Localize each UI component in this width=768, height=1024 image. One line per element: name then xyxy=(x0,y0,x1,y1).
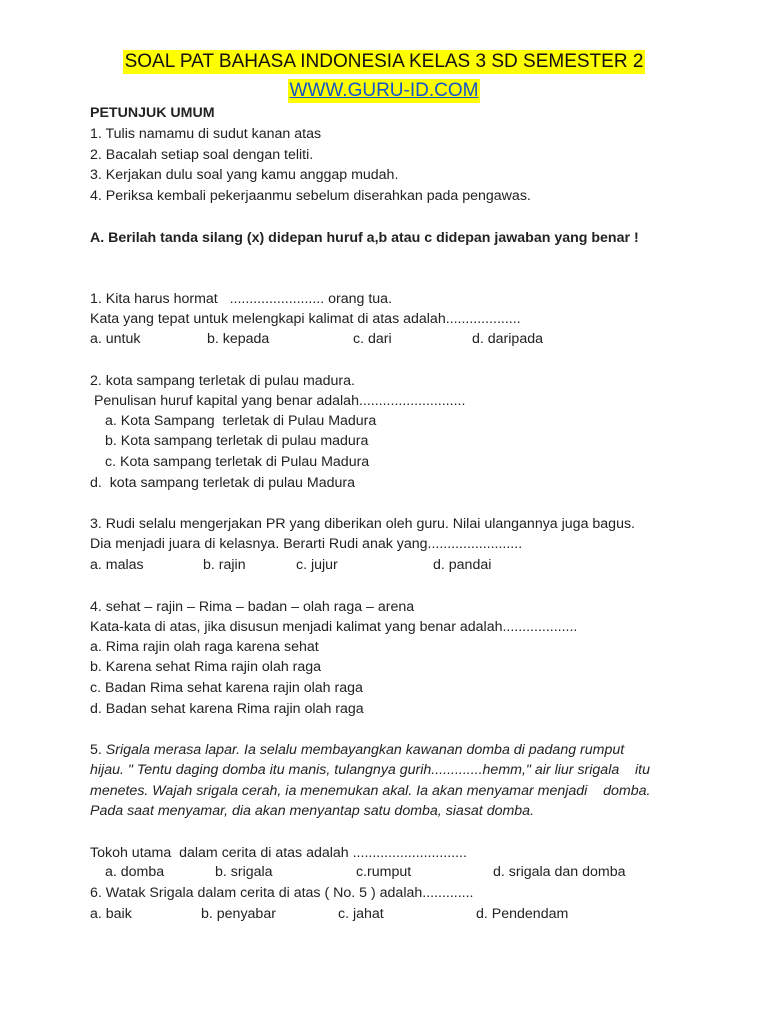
question-3-prompt: Dia menjadi juara di kelasnya. Berarti Rudi anak yang........................ xyxy=(90,536,523,552)
question-6-option-d: d. Pendendam xyxy=(476,906,569,922)
question-1-option-d: d. daripada xyxy=(472,331,543,347)
question-5-option-b: b. srigala xyxy=(215,864,273,880)
question-5-story-line: hijau. " Tentu daging domba itu manis, tulangnya gurih.............hemm," air liur srigala itu xyxy=(90,762,650,778)
instructions-heading: PETUNJUK UMUM xyxy=(90,105,215,121)
title-block xyxy=(0,50,768,74)
question-2-text: 2. kota sampang terletak di pulau madura. xyxy=(90,373,355,389)
question-1-text: 1. Kita harus hormat ........................ orang tua. xyxy=(90,291,393,307)
question-5-number: 5. xyxy=(90,742,102,758)
question-3-option-c: c. jujur xyxy=(296,557,338,573)
question-1-option-b: b. kepada xyxy=(207,331,270,347)
url-block xyxy=(0,79,768,103)
instruction-item: 2. Bacalah setiap soal dengan teliti. xyxy=(90,147,314,163)
question-1-option-c: c. dari xyxy=(353,331,392,347)
question-3-option-d: d. pandai xyxy=(433,557,492,573)
website-link[interactable]: WWW.GURU-ID.COM xyxy=(289,80,479,101)
question-2-option-c: c. Kota sampang terletak di Pulau Madura xyxy=(105,454,370,470)
section-a-heading: A. Berilah tanda silang (x) didepan huruf a,b atau c didepan jawaban yang benar ! xyxy=(90,230,639,246)
question-5-story-line: Pada saat menyamar, dia akan menyantap satu domba, siasat domba. xyxy=(90,803,535,819)
question-6-option-b: b. penyabar xyxy=(201,906,276,922)
question-3-option-a: a. malas xyxy=(90,557,144,573)
question-4-prompt: Kata-kata di atas, jika disusun menjadi kalimat yang benar adalah................... xyxy=(90,619,578,635)
question-3-option-b: b. rajin xyxy=(203,557,246,573)
question-5-prompt: Tokoh utama dalam cerita di atas adalah ............................. xyxy=(90,845,467,861)
question-6-option-a: a. baik xyxy=(90,906,132,922)
question-4-option-a: a. Rima rajin olah raga karena sehat xyxy=(90,639,319,655)
question-2-option-a: a. Kota Sampang terletak di Pulau Madura xyxy=(105,413,377,429)
question-2-option-b: b. Kota sampang terletak di pulau madura xyxy=(105,433,369,449)
page-title: SOAL PAT BAHASA INDONESIA KELAS 3 SD SEMESTER 2 xyxy=(124,51,644,72)
question-4-option-b: b. Karena sehat Rima rajin olah raga xyxy=(90,659,322,675)
question-3-text: 3. Rudi selalu mengerjakan PR yang diberikan oleh guru. Nilai ulangannya juga bagus. xyxy=(90,516,635,532)
question-2-prompt: Penulisan huruf kapital yang benar adalah........................... xyxy=(90,393,466,409)
question-1-option-a: a. untuk xyxy=(90,331,141,347)
question-5-option-a: a. domba xyxy=(105,864,165,880)
question-1-prompt: Kata yang tepat untuk melengkapi kalimat di atas adalah................... xyxy=(90,311,521,327)
question-5-option-d: d. srigala dan domba xyxy=(493,864,626,880)
question-4-option-c: c. Badan Rima sehat karena rajin olah raga xyxy=(90,680,363,696)
instruction-item: 1. Tulis namamu di sudut kanan atas xyxy=(90,126,322,142)
question-4-text: 4. sehat – rajin – Rima – badan – olah raga – arena xyxy=(90,599,415,615)
question-6-option-c: c. jahat xyxy=(338,906,384,922)
question-5-story-line: menetes. Wajah srigala cerah, ia menemukan akal. Ia akan menyamar menjadi domba. xyxy=(90,783,651,799)
question-5-story-line xyxy=(90,741,624,759)
question-4-option-d: d. Badan sehat karena Rima rajin olah raga xyxy=(90,701,364,717)
question-6-text: 6. Watak Srigala dalam cerita di atas ( No. 5 ) adalah............. xyxy=(90,885,474,901)
instruction-item: 4. Periksa kembali pekerjaanmu sebelum diserahkan pada pengawas. xyxy=(90,188,531,204)
story-text: Srigala merasa lapar. Ia selalu membayangkan kawanan domba di padang rumput xyxy=(101,742,625,758)
instruction-item: 3. Kerjakan dulu soal yang kamu anggap mudah. xyxy=(90,167,399,183)
question-5-option-c: c.rumput xyxy=(356,864,412,880)
question-2-option-d: d. kota sampang terletak di pulau Madura xyxy=(90,475,355,491)
